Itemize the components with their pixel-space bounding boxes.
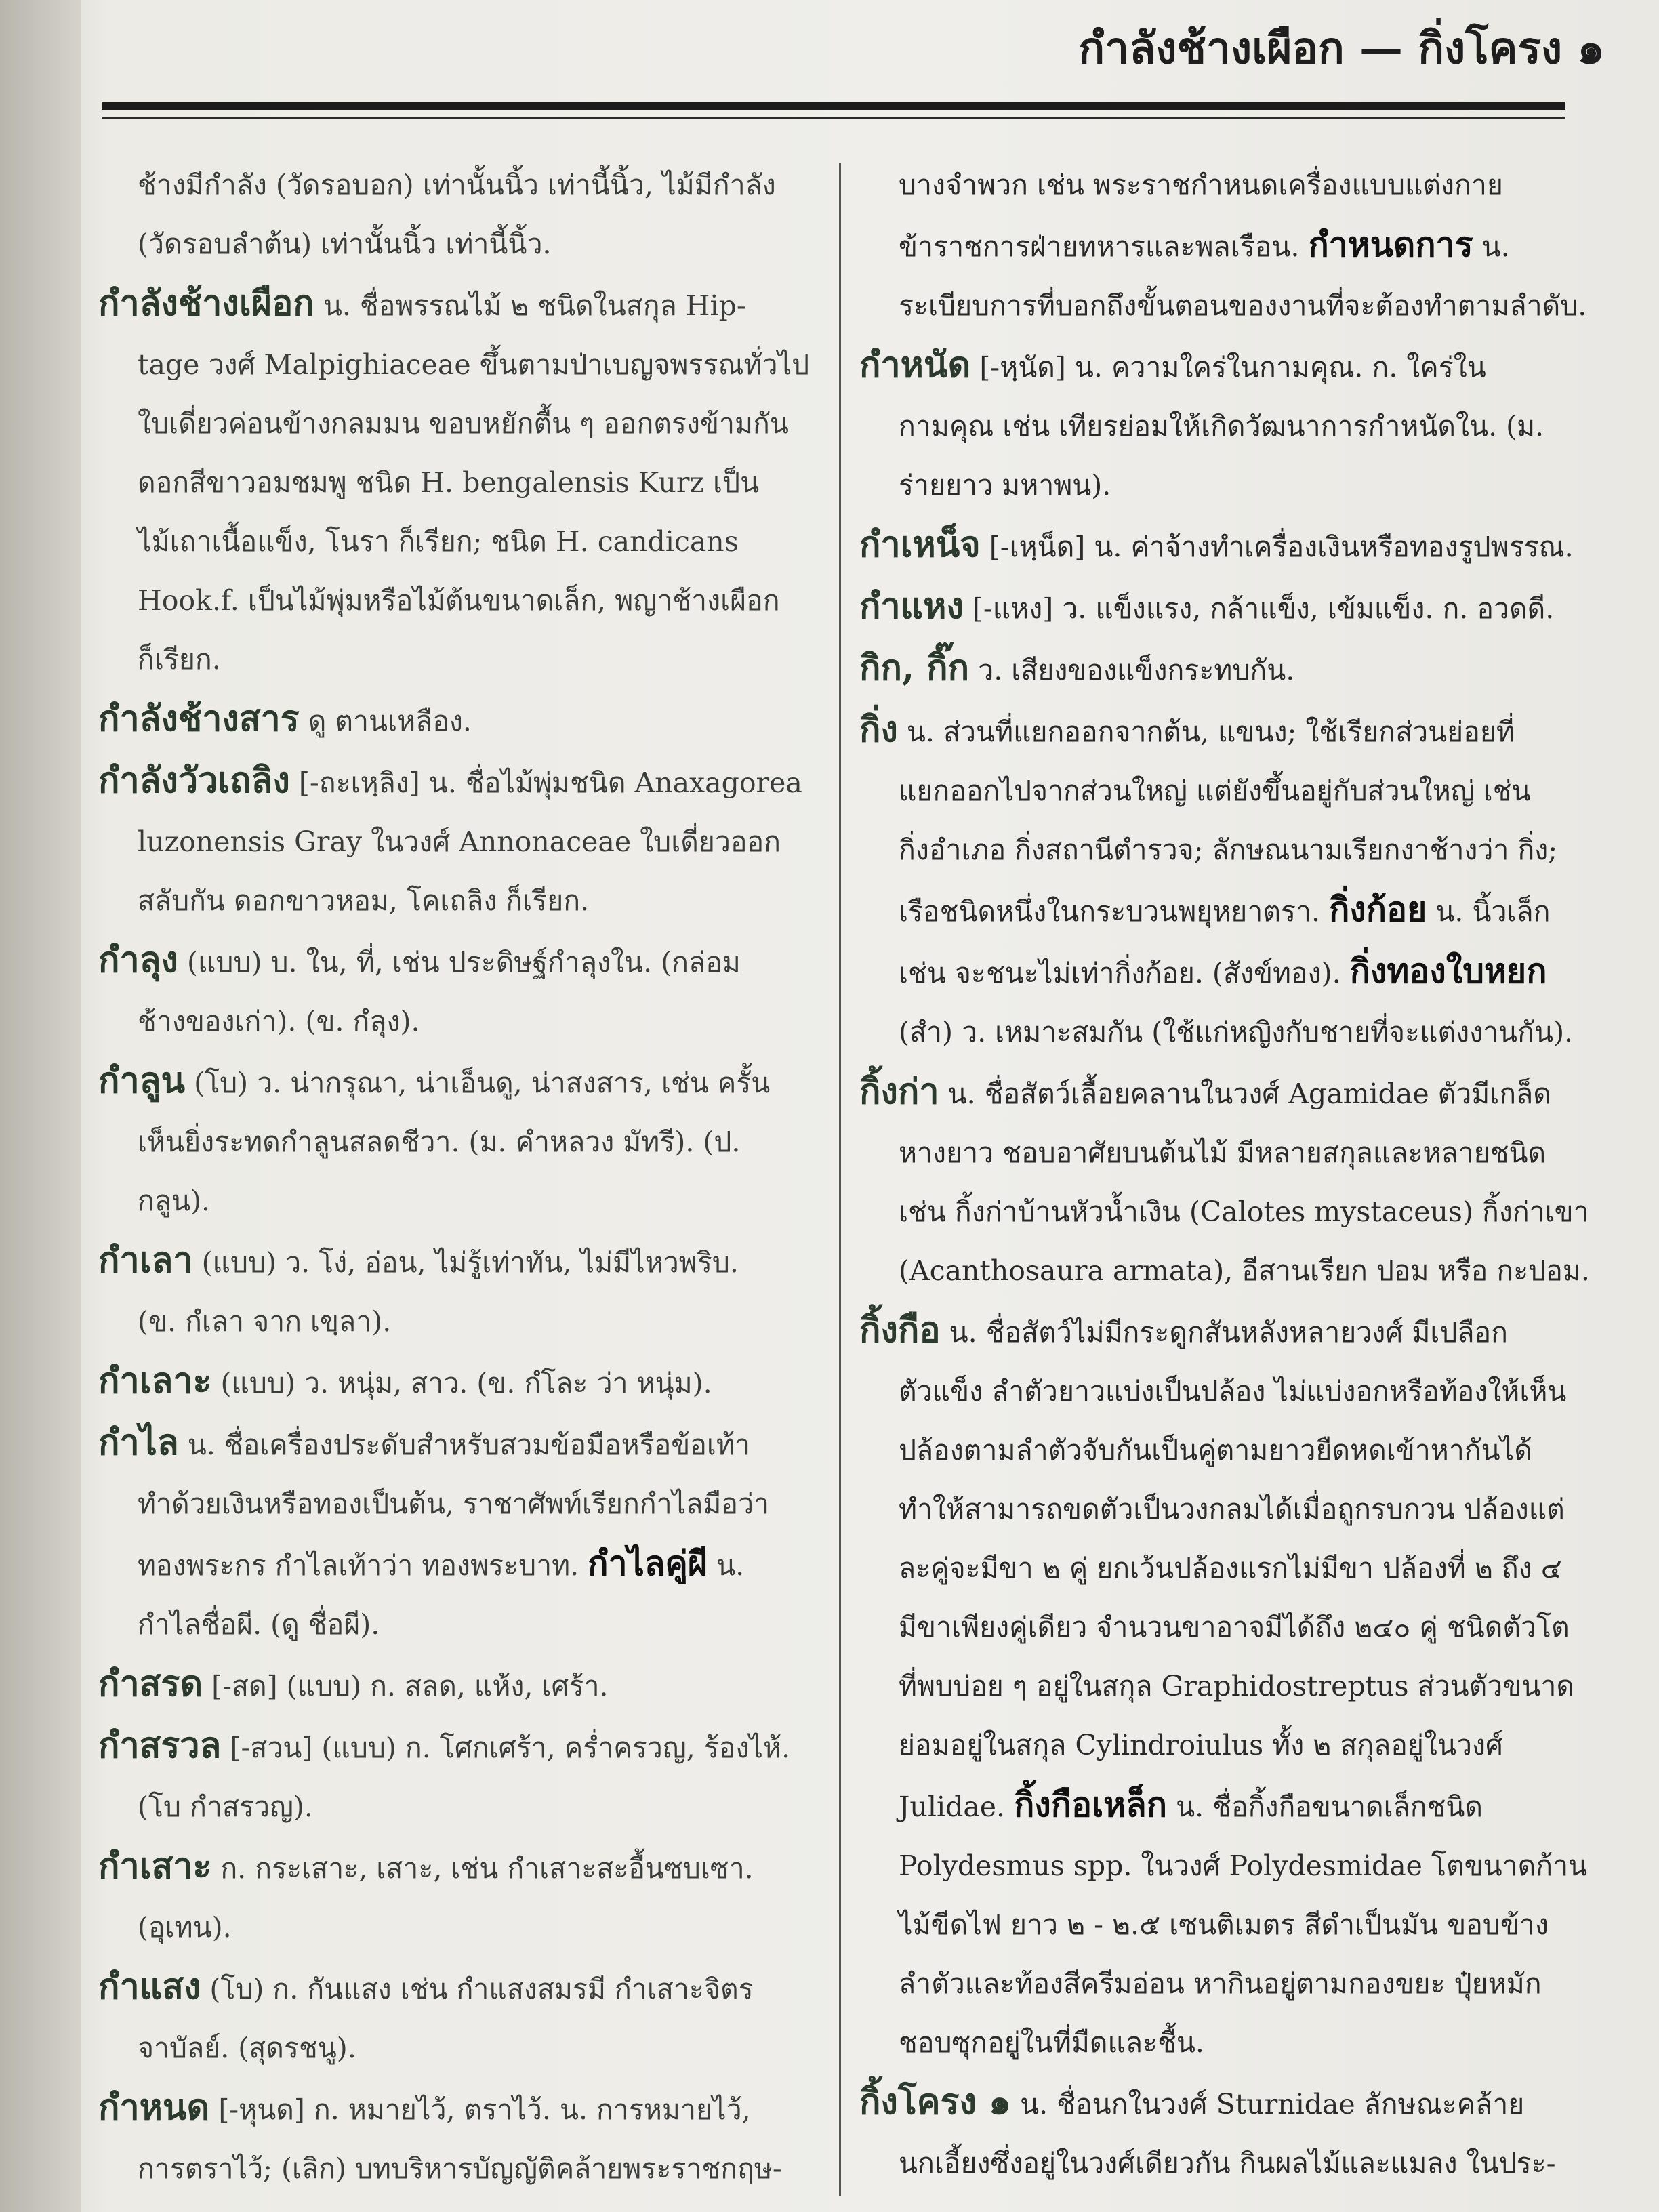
right-column (859, 156, 1598, 2193)
definition-text: ทองพระกร กำไลเท้าว่า ทองพระบาท. (138, 1549, 588, 1582)
text-line (859, 1003, 1598, 1062)
text-line (859, 1716, 1598, 1775)
definition-text: เช่น จะชนะไม่เท่ากิ่งก้อย. (สังข์ทอง). (899, 957, 1350, 989)
text-line (98, 689, 820, 751)
definition-text: เห็นยิ่งระทดกำลูนสลดชีวา. (ม. คำหลวง มัทรี). (ป. (138, 1126, 741, 1158)
sub-headword: กำหนดการ (1308, 224, 1473, 264)
text-line (859, 2134, 1598, 2193)
text-line (98, 2078, 820, 2139)
text-line (98, 630, 820, 689)
text-line (859, 335, 1598, 397)
definition-text: น. ส่วนที่แยกออกจากต้น, แขนง; ใช้เรียกส่วนย่อยที่ (897, 716, 1515, 748)
definition-text: น. ชื่อสัตว์ไม่มีกระดูกสันหลังหลายวงศ์ มีเปลือก (940, 1316, 1508, 1349)
definition-text: (แบบ) ว. หนุ่ม, สาว. (ข. กํโละ ว่า หนุ่ม). (211, 1367, 712, 1399)
definition-text: ปล้องตามลำตัวจับกันเป็นคู่ตามยาวยืดหดเข้าหากันได้ (899, 1434, 1532, 1467)
definition-text: (วัดรอบลำต้น) เท่านั้นนิ้ว เท่านี้นิ้ว. (138, 228, 552, 260)
definition-text: (โบ) ว. น่ากรุณา, น่าเอ็นดู, น่าสงสาร, เช่น ครั้น (185, 1067, 771, 1099)
text-line (859, 1362, 1598, 1421)
definition-text: เช่น กิ้งก่าบ้านหัวน้ำเงิน (Calotes mystaceus) กิ้งก่าเขา (899, 1195, 1589, 1228)
text-line (98, 274, 820, 335)
definition-text: ลำตัวและท้องสีครีมอ่อน หากินอยู่ตามกองขยะ ปุ๋ยหมัก (899, 1967, 1542, 2000)
definition-text: [-หุนด] ก. หมายไว้, ตราไว้. น. การหมายไว้, (209, 2093, 751, 2126)
headword: กำเลา (98, 1240, 193, 1281)
text-line (859, 1539, 1598, 1598)
headword: กำแหง (859, 586, 964, 627)
text-line (859, 762, 1598, 821)
definition-text: สลับกัน ดอกขาวหอม, โคเถลิง ก็เรียก. (138, 884, 590, 917)
text-line (98, 1654, 820, 1716)
text-line (859, 1480, 1598, 1539)
definition-text: Hook.f. เป็นไม้พุ่มหรือไม้ต้นขนาดเล็ก, พญาช้างเผือก (138, 584, 780, 617)
headword: กำสรวล (98, 1725, 222, 1766)
definition-text: (สำ) ว. เหมาะสมกัน (ใช้แก่หญิงกับชายที่จะแต่งงานกัน). (899, 1016, 1574, 1048)
definition-text: มีขาเพียงคู่เดียว จำนวนขาอาจมีได้ถึง ๒๔๐ คู่ ชนิดตัวโต (899, 1611, 1570, 1643)
definition-text: ทำให้สามารถขดตัวเป็นวงกลมได้เมื่อถูกรบกวน ปล้องแต่ (899, 1493, 1565, 1525)
definition-text: ว. เสียงของแข็งกระทบกัน. (969, 654, 1295, 687)
definition-text: ใบเดี่ยวค่อนข้างกลมมน ขอบหยักตื้น ๆ ออกตรงข้ามกัน (138, 407, 789, 440)
headword: กำลังวัวเถลิง (98, 760, 290, 801)
text-line (859, 700, 1598, 762)
definition-text: น. ชื่อนกในวงศ์ Sturnidae ลักษณะคล้าย (1011, 2088, 1525, 2121)
text-line (859, 941, 1598, 1003)
definition-text: น. ชื่อพรรณไม้ ๒ ชนิดในสกุล Hip- (314, 289, 746, 322)
headword: กิ้งกือ (859, 1309, 941, 1351)
definition-text: ละคู่จะมีขา ๒ คู่ ยกเว้นปล้องแรกไม่มีขา ปล้องที่ ๒ ถึง ๔ (899, 1552, 1562, 1584)
headword: กำแสง (98, 1966, 201, 2007)
text-line (859, 397, 1598, 456)
definition-text: (แบบ) บ. ใน, ที่, เช่น ประดิษฐ์กำลุงใน. (กล่อม (178, 946, 741, 979)
definition-text: [-สด] (แบบ) ก. สลด, แห้ง, เศร้า. (203, 1670, 609, 1702)
headword: กิ้งโครง ๑ (859, 2081, 1012, 2123)
text-line (98, 751, 820, 813)
text-line (98, 215, 820, 274)
definition-text: [-สวน] (แบบ) ก. โศกเศร้า, คร่ำครวญ, ร้องไห้. (221, 1732, 791, 1764)
text-line (98, 1351, 820, 1413)
definition-text: ย่อมอยู่ในสกุล Cylindroiulus ทั้ง ๒ สกุลอยู่ในวงศ์ (899, 1729, 1504, 1761)
definition-text: จาบัลย์. (สุดรชนู). (138, 2032, 356, 2064)
headword: กำลุง (98, 939, 178, 981)
text-line (859, 2013, 1598, 2072)
headword: กิ้งก่า (859, 1071, 939, 1112)
definition-text: น. (708, 1549, 745, 1582)
sub-headword: กิ้งกือเหล็ก (1014, 1784, 1168, 1824)
text-line (859, 1300, 1598, 1362)
text-line (859, 1124, 1598, 1183)
text-line (98, 1413, 820, 1475)
definition-text: แยกออกไปจากส่วนใหญ่ แต่ยังขึ้นอยู่กับส่วนใหญ่ เช่น (899, 775, 1531, 807)
text-line (98, 1292, 820, 1351)
definition-text: [-แหง] ว. แข็งแรง, กล้าแข็ง, เข้มแข็ง. ก. อวดดี. (963, 592, 1555, 625)
headword: กำสรด (98, 1663, 203, 1704)
text-line (859, 638, 1598, 700)
headword: กำเหน็จ (859, 524, 981, 565)
definition-text: ตัวแข็ง ลำตัวยาวแบ่งเป็นปล้อง ไม่แบ่งอกหรือท้องให้เห็น (899, 1375, 1567, 1408)
text-line (98, 1113, 820, 1172)
definition-text: (Acanthosaura armata), อีสานเรียก ปอม หรือ กะปอม. (899, 1254, 1590, 1287)
definition-text: ไม้ขีดไฟ ยาว ๒ - ๒.๕ เซนติเมตร สีดำเป็นมัน ขอบข้าง (899, 1908, 1549, 1941)
sub-headword: กำไลคู่ผี (588, 1543, 708, 1583)
text-line (859, 515, 1598, 577)
headword: กำลังช้างสาร (98, 698, 300, 739)
definition-text: นกเอี้ยงซึ่งอยู่ในวงศ์เดียวกัน กินผลไม้และแมลง ในประ- (899, 2147, 1556, 2179)
definition-text: ข้าราชการฝ่ายทหารและพลเรือน. (899, 230, 1309, 263)
definition-text: ระเบียบการที่บอกถึงขั้นตอนของงานที่จะต้องทำตามลำดับ. (899, 289, 1587, 322)
text-line (98, 1475, 820, 1534)
text-line (98, 571, 820, 630)
header-rule-thin (102, 117, 1565, 119)
text-line (98, 1172, 820, 1231)
text-line (98, 992, 820, 1051)
text-line (98, 930, 820, 992)
headword: กิ่ง (859, 709, 898, 750)
text-line (859, 1242, 1598, 1300)
running-header: กำลังช้างเผือก — กิ่งโครง ๑ (1078, 23, 1605, 74)
definition-text: (โบ กำสรวญ). (138, 1790, 313, 1823)
definition-text: ช้างมีกำลัง (วัดรอบอก) เท่านั้นนิ้ว เท่านี้นิ้ว, ไม้มีกำลัง (138, 169, 776, 201)
definition-text: (โบ) ก. กันแสง เช่น กำแสงสมรมี กำเสาะจิตร (201, 1973, 754, 2005)
headword: กิก, กิ๊ก (859, 647, 970, 689)
definition-text: ก. กระเสาะ, เสาะ, เช่น กำเสาะสะอื้นซบเซา. (211, 1852, 754, 1885)
text-line (859, 456, 1598, 515)
text-line (859, 2072, 1598, 2134)
text-line (859, 1421, 1598, 1480)
binding-gutter (0, 0, 81, 2212)
text-line (98, 1534, 820, 1595)
text-line (98, 335, 820, 394)
definition-text: ช้างของเก่า). (ข. กํลุง). (138, 1005, 420, 1038)
text-line (859, 1657, 1598, 1716)
text-line (859, 1598, 1598, 1657)
definition-text: ดอกสีขาวอมชมพู ชนิด H. bengalensis Kurz เป็น (138, 466, 760, 499)
definition-text: น. ชื่อเครื่องประดับสำหรับสวมข้อมือหรือข้อเท้า (178, 1429, 750, 1461)
text-line (98, 1837, 820, 1898)
definition-text: tage วงศ์ Malpighiaceae ขึ้นตามป่าเบญจพรรณทั่วไป (138, 348, 810, 381)
text-line (859, 821, 1598, 880)
text-line (859, 276, 1598, 335)
text-line (859, 156, 1598, 215)
definition-text: บางจำพวก เช่น พระราชกำหนดเครื่องแบบแต่งกาย (899, 169, 1503, 201)
text-line (98, 1898, 820, 1957)
definition-text: Polydesmus spp. ในวงศ์ Polydesmidae โตขนาดก้าน (899, 1849, 1588, 1882)
definition-text: กำไลชื่อผี. (ดู ชื่อผี). (138, 1608, 380, 1641)
headword: กำหนัด (859, 344, 971, 386)
headword: กำเลาะ (98, 1360, 212, 1401)
left-column (98, 156, 820, 2198)
column-divider (839, 163, 841, 2196)
text-line (98, 813, 820, 872)
definition-text: น. นิ้วเล็ก (1427, 895, 1551, 928)
text-line (98, 872, 820, 930)
definition-text: (อุเทน). (138, 1911, 232, 1944)
definition-text: กลูน). (138, 1185, 211, 1217)
definition-text: ไม้เถาเนื้อแข็ง, โนรา ก็เรียก; ชนิด H. candicans (138, 525, 739, 558)
definition-text: (แบบ) ว. โง่, อ่อน, ไม่รู้เท่าทัน, ไม่มีไหวพริบ. (192, 1246, 739, 1279)
definition-text: น. ชื่อสัตว์เลื้อยคลานในวงศ์ Agamidae ตัวมีเกล็ด (939, 1078, 1551, 1110)
definition-text: [-หฺนัด] น. ความใคร่ในกามคุณ. ก. ใคร่ใน (970, 351, 1486, 384)
headword: กำไล (98, 1422, 179, 1463)
text-line (98, 1051, 820, 1113)
definition-text: ที่พบบ่อย ๆ อยู่ในสกุล Graphidostreptus ส่วนตัวขนาด (899, 1670, 1575, 1702)
definition-text: (ข. กํเลา จาก เขฺลา). (138, 1305, 392, 1338)
text-line (98, 2019, 820, 2078)
definition-text: ทำด้วยเงินหรือทองเป็นต้น, ราชาศัพท์เรียกกำไลมือว่า (138, 1488, 770, 1520)
headword: กำลังช้างเผือก (98, 283, 314, 324)
definition-text: ร่ายยาว มหาพน). (899, 469, 1111, 501)
text-line (859, 577, 1598, 638)
text-line (859, 1896, 1598, 1954)
definition-text: น. (1473, 230, 1510, 263)
text-line (859, 215, 1598, 276)
definition-text: ชอบซุกอยู่ในที่มืดและชื้น. (899, 2026, 1204, 2059)
text-line (98, 1231, 820, 1292)
definition-text: การตราไว้; (เลิก) บทบริหารบัญญัติคล้ายพระราชกฤษ- (138, 2152, 782, 2185)
text-line (98, 1716, 820, 1778)
definition-text: ก็เรียก. (138, 643, 221, 676)
text-line (98, 1957, 820, 2019)
text-line (859, 1062, 1598, 1124)
definition-text: กิ่งอำเภอ กิ่งสถานีตำรวจ; ลักษณนามเรียกงาช้างว่า กิ่ง; (899, 834, 1558, 866)
sub-headword: กิ่งทองใบหยก (1349, 951, 1547, 991)
definition-text: [-เหฺน็ด] น. ค่าจ้างทำเครื่องเงินหรือทองรูปพรรณ. (980, 531, 1574, 563)
text-line (859, 1183, 1598, 1242)
definition-text: [-ถะเหฺลิง] น. ชื่อไม้พุ่มชนิด Anaxagorea (289, 766, 802, 799)
text-line (98, 394, 820, 453)
definition-text: หางยาว ชอบอาศัยบนต้นไม้ มีหลายสกุลและหลายชนิด (899, 1136, 1547, 1169)
definition-text: น. ชื่อกิ้งกือขนาดเล็กชนิด (1167, 1790, 1483, 1823)
headword: กำหนด (98, 2087, 210, 2128)
header-rule-thick (102, 102, 1565, 110)
text-line (859, 1837, 1598, 1896)
text-line (98, 2139, 820, 2198)
text-line (98, 512, 820, 571)
headword: กำเสาะ (98, 1845, 212, 1887)
text-line (859, 1775, 1598, 1837)
text-line (859, 1954, 1598, 2013)
definition-text: Julidae. (899, 1790, 1015, 1823)
headword: กำลูน (98, 1060, 186, 1101)
text-line (98, 453, 820, 512)
definition-text: กามคุณ เช่น เทียรย่อมให้เกิดวัฒนาการกำหนัดใน. (ม. (899, 410, 1544, 443)
definition-text: เรือชนิดหนึ่งในกระบวนพยุหยาตรา. (899, 895, 1330, 928)
definition-text: ดู ตานเหลือง. (299, 705, 472, 737)
definition-text: luzonensis Gray ในวงศ์ Annonaceae ใบเดี่ยวออก (138, 825, 781, 858)
text-line (98, 156, 820, 215)
text-line (98, 1595, 820, 1654)
text-line (98, 1778, 820, 1837)
text-line (859, 880, 1598, 941)
sub-headword: กิ่งก้อย (1329, 889, 1427, 929)
